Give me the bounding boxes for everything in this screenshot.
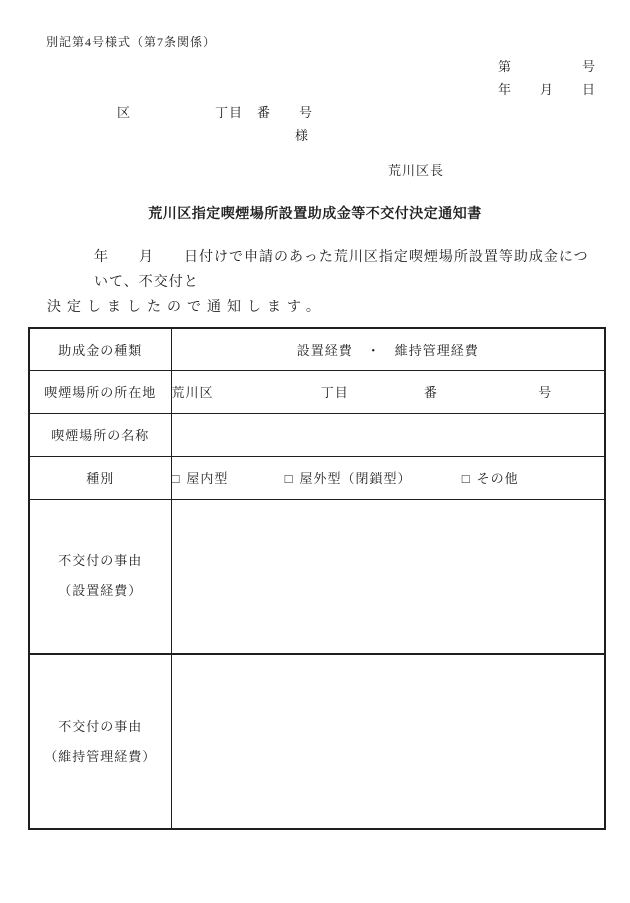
type-option-indoor [172,468,229,487]
subsidy-type-label: 助成金の種類 [29,328,171,370]
type-option-other-label: その他 [476,471,519,486]
location-chome: 丁目 [320,385,349,400]
body-line-2: 決定しましたので通知します。 [47,300,326,315]
location-ward: 荒川区 [171,385,214,400]
body-paragraph [47,245,597,320]
checkbox-icon: □ [171,471,181,486]
date-line: 年 月 日 [497,82,596,97]
checkbox-icon: □ [461,471,471,486]
type-option-outdoor-closed [285,468,412,487]
reason-maintenance-label-line2: （維持管理経費） [44,748,157,764]
location-label: 喫煙場所の所在地 [29,370,171,413]
table-row-reason-maintenance [29,654,605,829]
recipient-address-line: 区 丁目 番 号 [117,105,314,120]
type-options-cell [171,456,605,499]
reason-setup-label [29,499,171,654]
type-option-indoor-label: 屋内型 [186,471,229,486]
table-row-location [29,370,605,413]
smoking-area-name-cell [171,413,605,456]
table-row-subsidy-type [29,328,605,370]
reason-maintenance-value-cell [171,654,605,829]
type-option-outdoor-closed-label: 屋外型（閉鎖型） [299,471,412,486]
location-ban: 番 [424,385,439,400]
notice-table [28,327,606,830]
reason-maintenance-label-line1: 不交付の事由 [58,718,143,734]
sender-name: 荒川区長 [388,163,445,178]
reason-setup-label-line2: （設置経費） [58,583,143,599]
location-value-cell [171,370,605,413]
table-row-name [29,413,605,456]
table-row-reason-setup [29,499,605,654]
body-line-1: 年 月 日付けで申請のあった荒川区指定喫煙場所設置等助成金について、不交付と [94,250,589,290]
type-option-other [462,468,519,487]
reason-setup-value-cell [171,499,605,654]
reason-maintenance-label [29,654,171,829]
subsidy-type-value: 設置経費 ・ 維持管理経費 [171,328,605,370]
smoking-area-name-label: 喫煙場所の名称 [29,413,171,456]
doc-number-line: 第 号 [497,59,596,74]
checkbox-icon: □ [284,471,294,486]
type-label: 種別 [29,456,171,499]
location-go: 号 [538,385,553,400]
recipient-honorific: 様 [295,128,309,143]
document-title: 荒川区指定喫煙場所設置助成金等不交付決定通知書 [148,207,482,222]
form-number-label: 別記第4号様式（第7条関係） [46,35,217,49]
table-row-type [29,456,605,499]
reason-setup-label-line1: 不交付の事由 [58,553,143,569]
